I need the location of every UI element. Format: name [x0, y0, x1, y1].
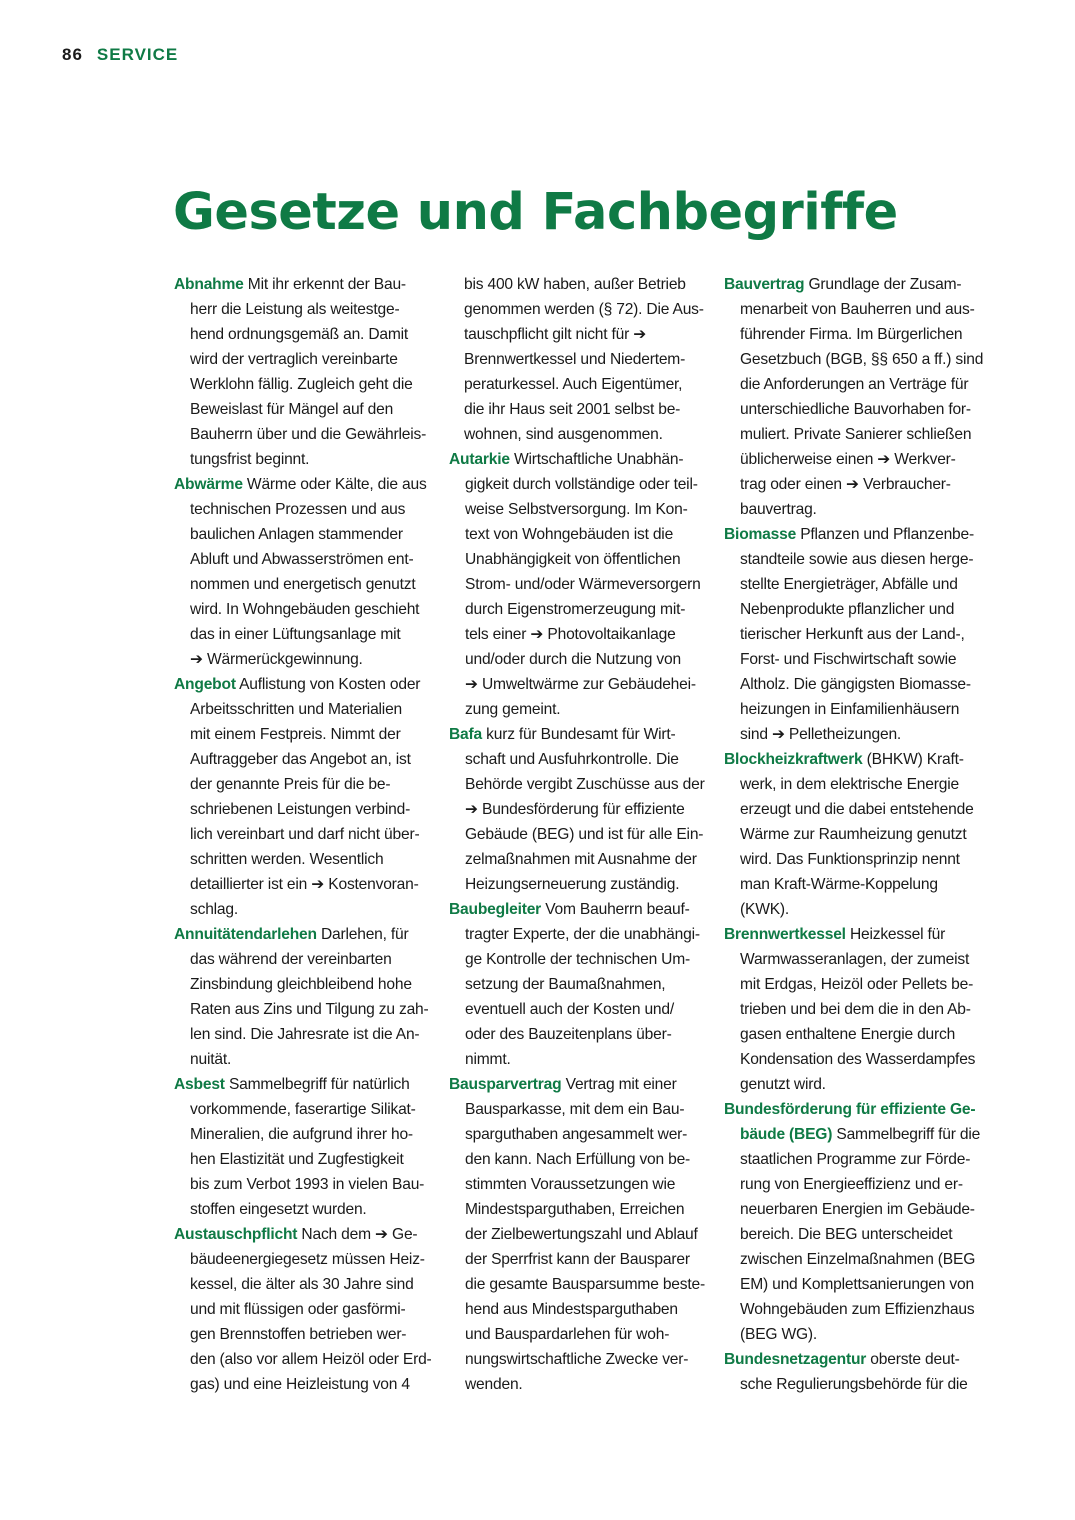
definition-line: oberste deut-: [866, 1351, 960, 1368]
glossary-entry: [174, 1072, 439, 1222]
definition-line: Auflistung von Kosten oder: [235, 676, 421, 693]
definition-line: der Sperrfrist kann der Bausparer: [465, 1251, 690, 1268]
definition-line: lich vereinbart und darf nicht über-: [190, 826, 420, 843]
definition-line: Mineralien, die aufgrund ihrer ho-: [190, 1126, 413, 1143]
glossary-term: Autarkie: [449, 451, 510, 468]
definition-line: Vertrag mit einer: [561, 1076, 677, 1093]
definition-line: Unabhängigkeit von öffentlichen: [465, 551, 681, 568]
definition-line: bereich. Die BEG unterscheidet: [740, 1226, 953, 1243]
definition-line: nimmt.: [465, 1051, 511, 1068]
definition-line: und/oder durch die Nutzung von: [465, 651, 681, 668]
definition-line: standteile sowie aus diesen herge-: [740, 551, 974, 568]
definition-line: trag oder einen ➔ Verbraucher-: [740, 476, 951, 493]
definition-line: Gebäude (BEG) und ist für alle Ein-: [465, 826, 704, 843]
glossary-entry: [174, 1222, 439, 1397]
definition-line: erzeugt und die dabei entstehende: [740, 801, 974, 818]
definition-line: muliert. Private Sanierer schließen: [740, 426, 972, 443]
definition-line: wohnen, sind ausgenommen.: [464, 426, 663, 443]
definition-line: das während der vereinbarten: [190, 951, 392, 968]
glossary-term: Bundesnetzagentur: [724, 1351, 867, 1368]
definition-line: eventuell auch der Kosten und/: [465, 1001, 675, 1018]
definition-line: tels einer ➔ Photovoltaikanlage: [465, 626, 676, 643]
definition-line: die gesamte Bausparsumme beste-: [465, 1276, 705, 1293]
glossary-term: Abwärme: [174, 476, 243, 493]
definition-line: (BHKW) Kraft-: [862, 751, 964, 768]
definition-line: nommen und energetisch genutzt: [190, 576, 416, 593]
definition-line: text von Wohngebäuden ist die: [465, 526, 674, 543]
definition-line: detaillierter ist ein ➔ Kostenvoran-: [190, 876, 419, 893]
definition-line: Bauherrn über und die Gewährleis-: [190, 426, 427, 443]
glossary-entry: [724, 522, 989, 747]
glossary-entry: [724, 272, 989, 522]
definition-line: unterschiedliche Bauvorhaben for-: [740, 401, 971, 418]
definition-line: Mindestsparguthaben, Erreichen: [465, 1201, 685, 1218]
definition-line: wird. Das Funktionsprinzip nennt: [740, 851, 960, 868]
definition-line: den kann. Nach Erfüllung von be-: [465, 1151, 691, 1168]
definition-line: tauschpflicht gilt nicht für ➔: [464, 326, 647, 343]
definition-line: herr die Leistung als weitestge-: [190, 301, 400, 318]
definition-line: Bausparkasse, mit dem ein Bau-: [465, 1101, 685, 1118]
definition-line: bis zum Verbot 1993 in vielen Bau-: [190, 1176, 425, 1193]
definition-line: mit Erdgas, Heizöl oder Pellets be-: [740, 976, 974, 993]
definition-line: baulichen Anlagen stammender: [190, 526, 403, 543]
glossary-term: Asbest: [174, 1076, 225, 1093]
glossary-term: Annuitätendarlehen: [174, 926, 317, 943]
definition-line: Mit ihr erkennt der Bau-: [243, 276, 406, 293]
glossary-term: Bauvertrag: [724, 276, 805, 293]
definition-line: ➔ Umweltwärme zur Gebäudehei-: [465, 676, 696, 693]
definition-line: peraturkessel. Auch Eigentümer,: [464, 376, 683, 393]
glossary-entry: [449, 447, 714, 722]
definition-line: Warmwasseranlagen, der zumeist: [740, 951, 970, 968]
definition-line: trieben und bei dem die in den Ab-: [740, 1001, 971, 1018]
definition-line: hen Elastizität und Zugfestigkeit: [190, 1151, 404, 1168]
glossary-entry: [449, 722, 714, 897]
glossary-entry: [724, 922, 989, 1097]
definition-line: Zinsbindung gleichbleibend hohe: [190, 976, 412, 993]
definition-line: staatlichen Programme zur Förde-: [740, 1151, 971, 1168]
glossary-entry: [174, 472, 439, 672]
definition-line: gas) und eine Heizleistung von 4: [190, 1376, 410, 1393]
definition-line: Raten aus Zins und Tilgung zu zah-: [190, 1001, 429, 1018]
text-column-1: [174, 272, 439, 1397]
definition-line: Heizungserneuerung zuständig.: [465, 876, 680, 893]
glossary-term: Bausparvertrag: [449, 1076, 562, 1093]
definition-line: Strom- und/oder Wärmeversorgern: [465, 576, 701, 593]
definition-line: wenden.: [465, 1376, 523, 1393]
definition-line: tragter Experte, der die unabhängi-: [465, 926, 700, 943]
definition-line: die ihr Haus seit 2001 selbst be-: [464, 401, 681, 418]
definition-line: neuerbaren Energien im Gebäude-: [740, 1201, 975, 1218]
definition-line: ge Kontrolle der technischen Um-: [465, 951, 691, 968]
section-label: SERVICE: [96, 45, 179, 64]
definition-line: Wärme oder Kälte, die aus: [242, 476, 427, 493]
definition-line: Darlehen, für: [316, 926, 409, 943]
definition-line: genommen werden (§ 72). Die Aus-: [464, 301, 704, 318]
definition-line: weise Selbstversorgung. Im Kon-: [465, 501, 688, 518]
definition-line: schriebenen Leistungen verbind-: [190, 801, 411, 818]
definition-line: hend ordnungsgemäß an. Damit: [190, 326, 409, 343]
definition-line: Nach dem ➔ Ge-: [297, 1226, 418, 1243]
running-header: [62, 45, 178, 65]
definition-line: man Kraft-Wärme-Koppelung: [740, 876, 938, 893]
definition-line: nuität.: [190, 1051, 232, 1068]
glossary-term: Baubegleiter: [449, 901, 542, 918]
glossary-term: Abnahme: [174, 276, 244, 293]
definition-line: Arbeitsschritten und Materialien: [190, 701, 403, 718]
definition-line: stoffen eingesetzt wurden.: [190, 1201, 367, 1218]
definition-line: Beweislast für Mängel auf den: [190, 401, 394, 418]
glossary-entry: [174, 672, 439, 922]
definition-line: tierischer Herkunft aus der Land-,: [740, 626, 965, 643]
definition-line: heizungen in Einfamilienhäusern: [740, 701, 960, 718]
definition-line: hend aus Mindestsparguthaben: [465, 1301, 678, 1318]
definition-line: Pflanzen und Pflanzenbe-: [796, 526, 975, 543]
glossary-term: Angebot: [174, 676, 236, 693]
glossary-term: Biomasse: [724, 526, 797, 543]
definition-line: das in einer Lüftungsanlage mit: [190, 626, 401, 643]
definition-line: stellte Energieträger, Abfälle und: [740, 576, 958, 593]
glossary-term: Blockheizkraftwerk: [724, 751, 863, 768]
definition-line: wird. In Wohngebäuden geschieht: [190, 601, 420, 618]
glossary-term: Bafa: [449, 726, 482, 743]
definition-line: Sammelbegriff für die: [832, 1126, 981, 1143]
definition-line: gen Brennstoffen betrieben wer-: [190, 1326, 407, 1343]
definition-line: schlag.: [190, 901, 239, 918]
definition-line: gasen enthaltene Energie durch: [740, 1026, 956, 1043]
glossary-entry: [449, 272, 714, 447]
definition-line: bauvertrag.: [740, 501, 817, 518]
glossary-entry: [174, 272, 439, 472]
glossary-term: Brennwertkessel: [724, 926, 846, 943]
definition-line: bis 400 kW haben, außer Betrieb: [464, 276, 686, 293]
definition-line: (KWK).: [740, 901, 790, 918]
definition-line: und mit flüssigen oder gasförmi-: [190, 1301, 406, 1318]
glossary-entry: [724, 747, 989, 922]
definition-line: Behörde vergibt Zuschüsse aus der: [465, 776, 705, 793]
definition-line: kurz für Bundesamt für Wirt-: [482, 726, 676, 743]
definition-line: Auftraggeber das Angebot an, ist: [190, 751, 411, 768]
definition-line: Nebenprodukte pflanzlicher und: [740, 601, 955, 618]
definition-line: Werklohn fällig. Zugleich geht die: [190, 376, 413, 393]
glossary-term: Bundesförderung für effiziente Ge-: [724, 1101, 976, 1118]
definition-line: Kondensation des Wasserdampfes: [740, 1051, 976, 1068]
definition-line: Vom Bauherrn beauf-: [541, 901, 690, 918]
page-number: 86: [62, 45, 83, 64]
glossary-term: Austauschpflicht: [174, 1226, 298, 1243]
definition-line: genutzt wird.: [740, 1076, 826, 1093]
glossary-entry: [449, 1072, 714, 1397]
glossary-entry: [174, 922, 439, 1072]
definition-line: mit einem Festpreis. Nimmt der: [190, 726, 401, 743]
definition-line: gigkeit durch vollständige oder teil-: [465, 476, 698, 493]
definition-line: der Zielbewertungszahl und Ablauf: [465, 1226, 698, 1243]
definition-line: werk, in dem elektrische Energie: [740, 776, 959, 793]
text-column-2: [449, 272, 714, 1397]
definition-line: rung von Energieeffizienz und er-: [740, 1176, 963, 1193]
definition-line: Gesetzbuch (BGB, §§ 650 a ff.) sind: [740, 351, 984, 368]
definition-line: ➔ Wärmerückgewinnung.: [190, 651, 363, 668]
definition-line: üblicherweise einen ➔ Werkver-: [740, 451, 956, 468]
definition-line: Grundlage der Zusam-: [804, 276, 962, 293]
definition-line: schaft und Ausfuhrkontrolle. Die: [465, 751, 679, 768]
glossary-entry: [724, 1347, 989, 1397]
definition-line: EM) und Komplettsanierungen von: [740, 1276, 974, 1293]
definition-line: Sammelbegriff für natürlich: [224, 1076, 410, 1093]
definition-line: tungsfrist beginnt.: [190, 451, 310, 468]
definition-line: wird der vertraglich vereinbarte: [190, 351, 398, 368]
definition-line: (BEG WG).: [740, 1326, 818, 1343]
definition-line: ➔ Bundesförderung für effiziente: [465, 801, 685, 818]
glossary-term-continued: bäude (BEG): [740, 1126, 833, 1143]
definition-line: sind ➔ Pelletheizungen.: [740, 726, 902, 743]
glossary-entry: [724, 1097, 989, 1347]
definition-line: den (also vor allem Heizöl oder Erd-: [190, 1351, 432, 1368]
definition-line: bäudeenergiegesetz müssen Heiz-: [190, 1251, 425, 1268]
definition-line: sparguthaben angesammelt wer-: [465, 1126, 688, 1143]
definition-line: Wirtschaftliche Unabhän-: [509, 451, 684, 468]
definition-line: sche Regulierungsbehörde für die: [740, 1376, 968, 1393]
definition-line: Altholz. Die gängigsten Biomasse-: [740, 676, 971, 693]
definition-line: die Anforderungen an Verträge für: [740, 376, 969, 393]
definition-line: Abluft und Abwasserströmen ent-: [190, 551, 414, 568]
definition-line: technischen Prozessen und aus: [190, 501, 406, 518]
definition-line: zelmaßnahmen mit Ausnahme der: [465, 851, 697, 868]
definition-line: Brennwertkessel und Niedertem-: [464, 351, 686, 368]
page-title: Gesetze und Fachbegriffe: [173, 183, 898, 242]
definition-line: len sind. Die Jahresrate ist die An-: [190, 1026, 420, 1043]
definition-line: Wohngebäuden zum Effizienzhaus: [740, 1301, 975, 1318]
definition-line: schritten werden. Wesentlich: [190, 851, 384, 868]
definition-line: Heizkessel für: [845, 926, 946, 943]
definition-line: vorkommende, faserartige Silikat-: [190, 1101, 416, 1118]
definition-line: menarbeit von Bauherren und aus-: [740, 301, 975, 318]
definition-line: der genannte Preis für die be-: [190, 776, 391, 793]
definition-line: und Bauspardarlehen für woh-: [465, 1326, 670, 1343]
definition-line: zung gemeint.: [465, 701, 561, 718]
definition-line: Forst- und Fischwirtschaft sowie: [740, 651, 957, 668]
definition-line: kessel, die älter als 30 Jahre sind: [190, 1276, 414, 1293]
definition-line: Wärme zur Raumheizung genutzt: [740, 826, 967, 843]
definition-line: nungswirtschaftliche Zwecke ver-: [465, 1351, 689, 1368]
definition-line: zwischen Einzelmaßnahmen (BEG: [740, 1251, 976, 1268]
definition-line: stimmten Voraussetzungen wie: [465, 1176, 676, 1193]
glossary-entry: [449, 897, 714, 1072]
definition-line: setzung der Baumaßnahmen,: [465, 976, 666, 993]
definition-line: durch Eigenstromerzeugung mit-: [465, 601, 686, 618]
definition-line: führender Firma. Im Bürgerlichen: [740, 326, 963, 343]
text-column-3: [724, 272, 989, 1397]
definition-line: oder des Bauzeitenplans über-: [465, 1026, 672, 1043]
